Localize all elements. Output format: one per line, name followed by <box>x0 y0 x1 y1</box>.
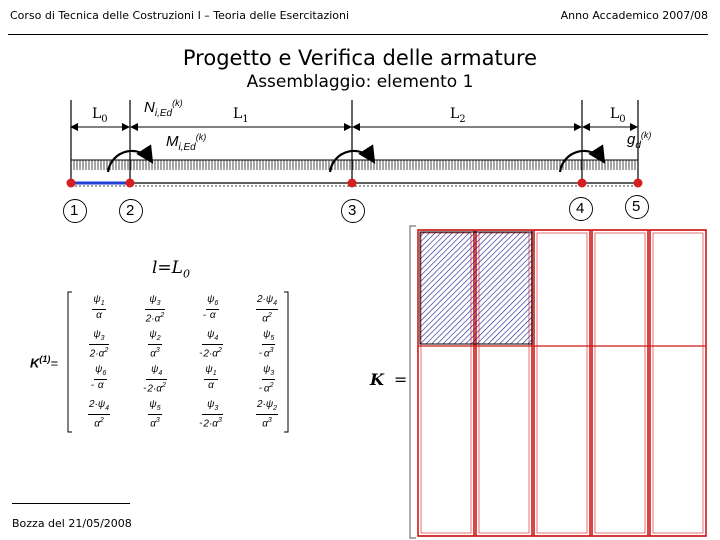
span-label-l2: $L_2$ <box>450 106 466 125</box>
span-label-l0-right: $L_0$ <box>610 106 626 125</box>
matrix-entry: - $\frac{\psi_5}{\alpha^3}$ <box>258 329 275 360</box>
axial-force-label: $N_{i,Ed}^{(k)}$ <box>144 98 183 119</box>
node-1 <box>67 179 76 188</box>
slide-subtitle: Assemblaggio: elemento 1 <box>246 72 474 92</box>
distributed-load <box>71 160 638 170</box>
node-3 <box>348 179 357 188</box>
matrix-entry: $\frac{\psi_1}{\alpha}$ <box>93 294 105 321</box>
span-label-l0: $L_0$ <box>92 106 108 125</box>
length-label: $l=L_0$ <box>152 258 190 281</box>
matrix-entry: - $\frac{\psi_3}{\alpha^2}$ <box>258 364 275 395</box>
local-stiffness-matrix <box>72 294 288 434</box>
matrix-column <box>650 230 706 536</box>
matrix-entry: $\frac{\psi_5}{\alpha^3}$ <box>149 399 161 430</box>
matrix-entry: - $\frac{\psi_4}{2\cdot\alpha^2}$ <box>143 364 166 395</box>
node-5 <box>634 179 643 188</box>
header-divider <box>8 34 708 35</box>
load-label: $g_d^{(k)}$ <box>627 130 652 151</box>
academic-year: Anno Accademico 2007/08 <box>560 9 708 22</box>
matrix-entry: - $\frac{\psi_4}{2\cdot\alpha^2}$ <box>199 329 222 360</box>
matrix-entry: $\frac{\psi_3}{2\cdot\alpha^2}$ <box>145 294 165 325</box>
node-2 <box>126 179 135 188</box>
matrix-entry: - $\frac{\psi_6}{\alpha}$ <box>90 364 107 391</box>
matrix-column <box>592 230 648 536</box>
matrix-entry: - $\frac{\psi_3}{2\cdot\alpha^3}$ <box>199 399 222 430</box>
global-stiffness-label: K = <box>370 370 408 389</box>
matrix-column <box>534 230 590 536</box>
matrix-entry: $\frac{\psi_3}{2\cdot\alpha^2}$ <box>89 329 109 360</box>
node-4 <box>578 179 587 188</box>
global-stiffness-matrix <box>406 222 718 540</box>
matrix-entry: $\frac{2\cdot\psi_2}{\alpha^3}$ <box>256 399 278 430</box>
assembled-block <box>420 232 532 344</box>
matrix-entry: - $\frac{\psi_6}{\alpha}$ <box>202 294 219 321</box>
moment-label: $M_{i,Ed}^{(k)}$ <box>166 132 207 153</box>
slide-title: Progetto e Verifica delle armature <box>182 46 538 70</box>
matrix-entry: $\frac{2\cdot\psi_4}{\alpha^2}$ <box>88 399 110 430</box>
course-title: Corso di Tecnica delle Costruzioni I – Teoria delle Esercitazioni <box>10 9 350 22</box>
draft-date: Bozza del 21/05/2008 <box>12 517 132 530</box>
matrix-entry: $\frac{2\cdot\psi_4}{\alpha^2}$ <box>256 294 278 325</box>
matrix-entry: $\frac{\psi_1}{\alpha}$ <box>205 364 217 391</box>
matrix-entry: $\frac{\psi_2}{\alpha^3}$ <box>149 329 161 360</box>
span-label-l1: $L_1$ <box>233 106 249 125</box>
local-stiffness-label: $K^{(1)}=$ <box>30 354 58 371</box>
footer-divider <box>12 503 130 504</box>
